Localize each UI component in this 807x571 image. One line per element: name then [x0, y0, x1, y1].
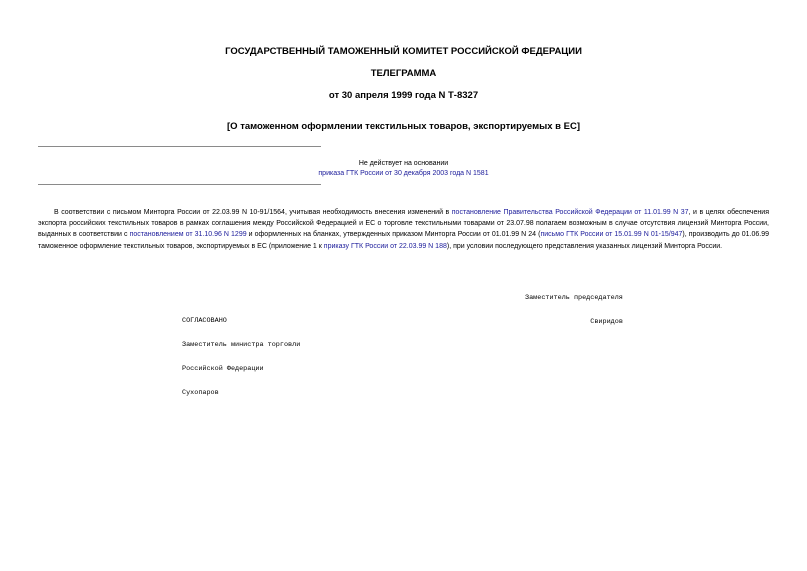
issuing-authority: ГОСУДАРСТВЕННЫЙ ТАМОЖЕННЫЙ КОМИТЕТ РОССИЙСКОЙ ФЕДЕРАЦИИ: [225, 46, 582, 57]
link-letter-947[interactable]: письмо ГТК России от 15.01.99 N 01-15/947: [540, 231, 683, 239]
body-text-part-2: , и в целях обеспечения экспорта российских текстильных товаров в рамках соглашения между Российской Федерацией и ЕС о торговле текстильными товарами от 23.07.98 полагаем возможным в случае отсутствия лицензий Минторга России, выданных в соответствии с: [38, 209, 769, 239]
signature-block: [525, 278, 623, 334]
document-type: ТЕЛЕГРАММА: [370, 68, 437, 79]
agreed-org: Российской Федерации: [182, 365, 264, 373]
agreed-position: Заместитель министра торговли: [182, 341, 301, 349]
agreed-label: СОГЛАСОВАНО: [182, 317, 227, 325]
status-note-text: Не действует на основании: [358, 160, 449, 167]
body-text-part-1: В соответствии с письмом Минторга России от 22.03.99 N 10-91/1564, учитывая необходимость внесения изменений в: [54, 209, 452, 216]
signature-position: Заместитель председателя: [525, 294, 623, 302]
agreed-block: [182, 301, 300, 405]
link-decree-1299[interactable]: постановлением от 31.10.96 N 1299: [129, 231, 247, 239]
divider-top: [38, 146, 321, 147]
document-date-number: от 30 апреля 1999 года N Т-8327: [328, 90, 479, 101]
body-text-part-5: ), при условии последующего представления указанных лицензий Минторга России.: [446, 242, 723, 250]
agreed-name: Сухопаров: [182, 389, 219, 397]
status-note-link[interactable]: приказа ГТК России от 30 декабря 2003 года N 1581: [318, 170, 489, 177]
divider-bottom: [38, 184, 321, 185]
link-government-decree[interactable]: постановление Правительства Российской Федерации от 11.01.99 N 37: [451, 209, 689, 216]
document-title: [О таможенном оформлении текстильных товаров, экспортируемых в ЕС]: [227, 121, 580, 132]
signature-name: Свиридов: [590, 318, 623, 326]
body-paragraph: [38, 207, 769, 252]
body-text-part-4: ), производить до 01.06.99 таможенное оформление текстильных товаров, экспортируемых в ЕС (приложение 1 к: [38, 231, 769, 250]
body-text-part-3: и оформленных на бланках, утвержденных приказом Минторга России от 01.01.99 N 24 (: [246, 231, 541, 239]
status-note-line: [0, 169, 807, 178]
link-order-188[interactable]: приказу ГТК России от 22.03.99 N 188: [323, 242, 447, 250]
